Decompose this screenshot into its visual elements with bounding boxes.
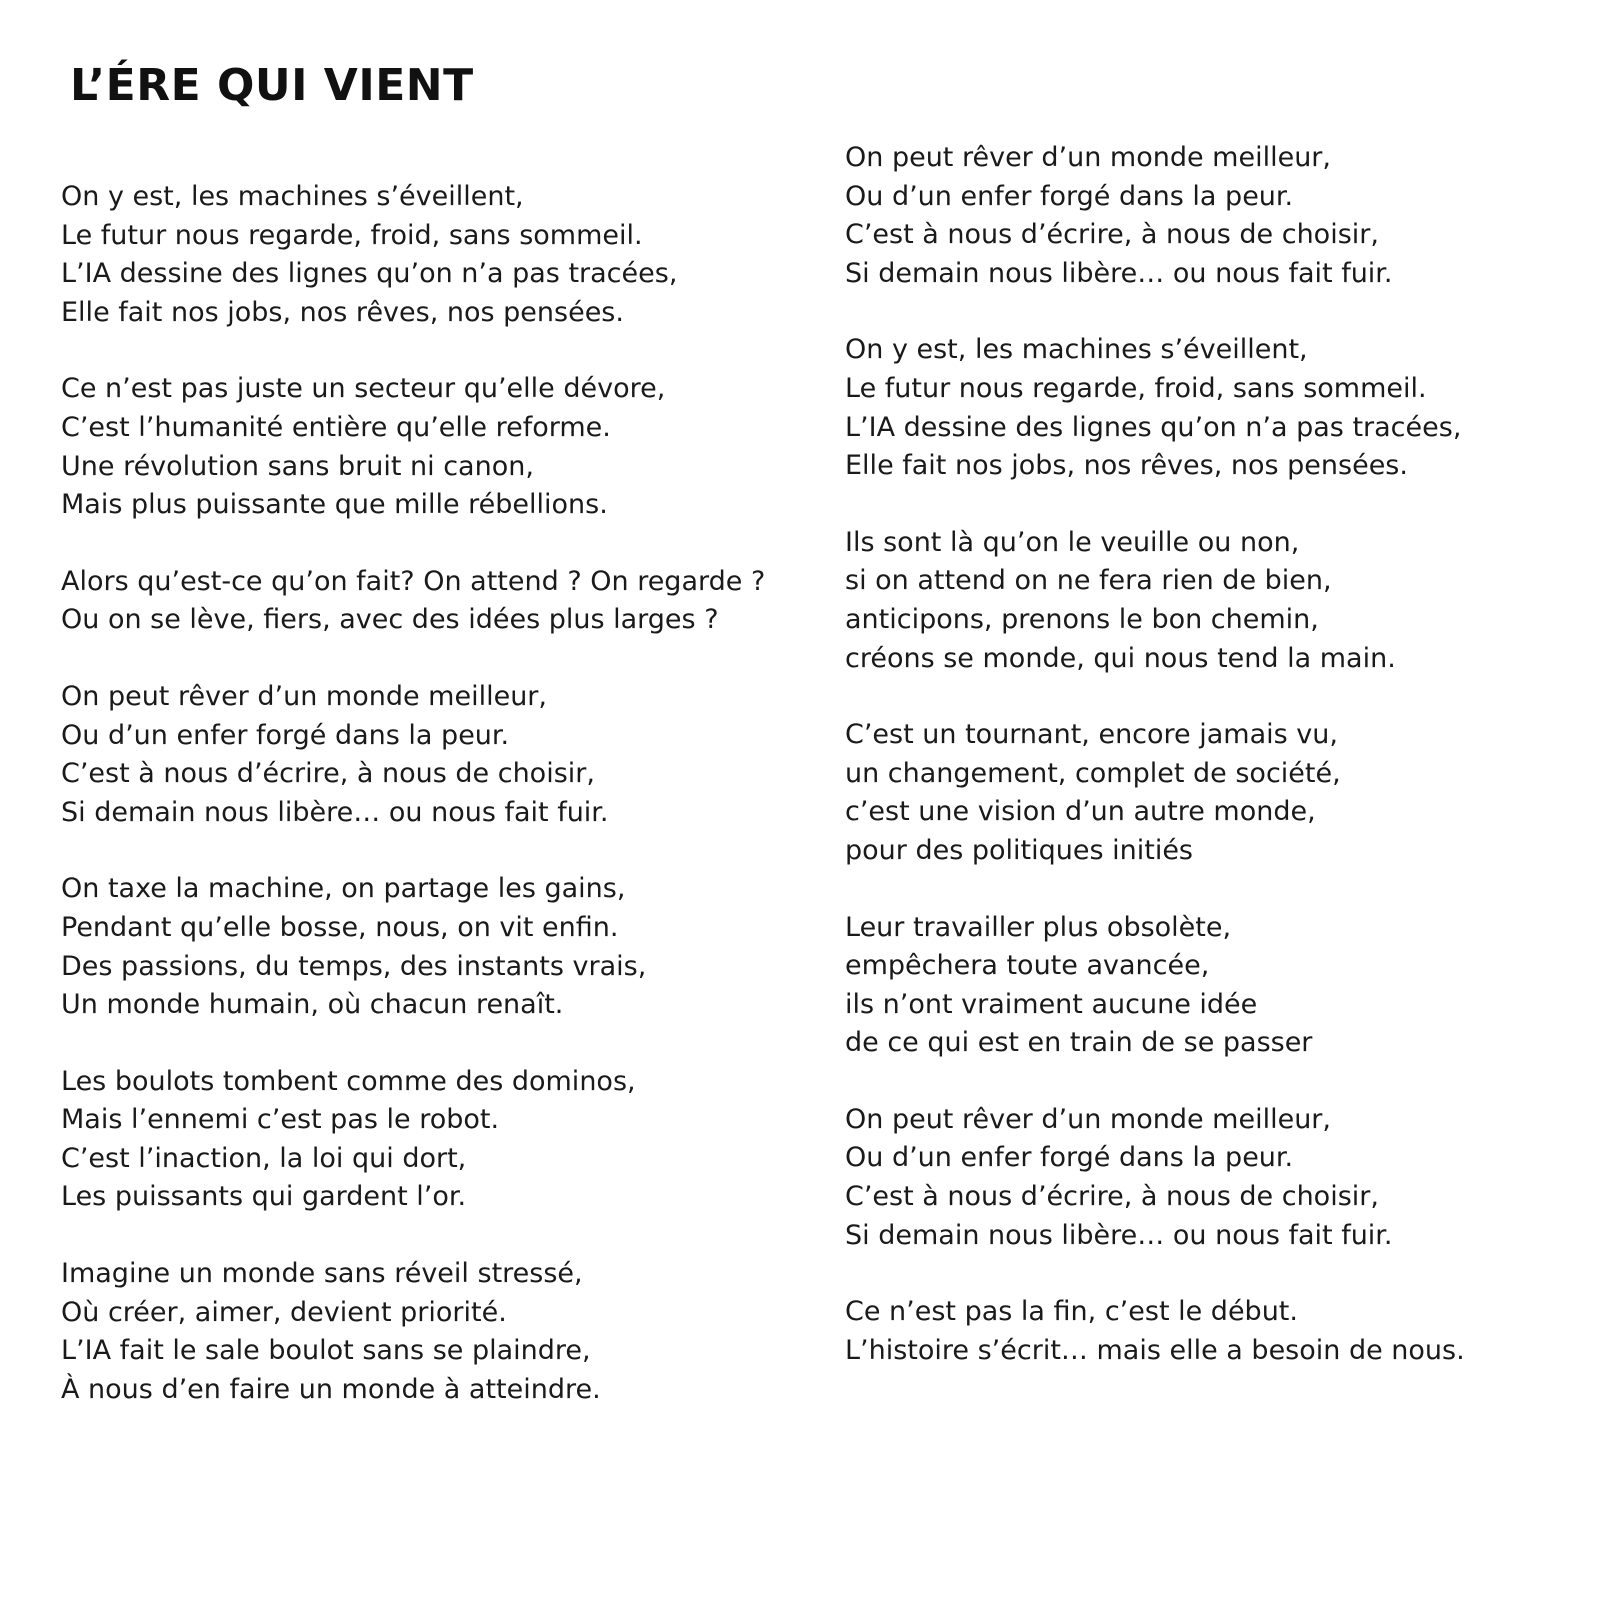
verse-line: ils n’ont vraiment aucune idée [845,988,1258,1020]
stanza [845,909,1600,1063]
poem-title: L’ÉRE QUI VIENT [70,60,474,111]
verse-line: C’est à nous d’écrire, à nous de choisir, [845,219,1379,251]
verse-line: Ou d’un enfer forgé dans la peur. [845,180,1294,212]
verse-line: si on attend on ne fera rien de bien, [845,565,1332,597]
stanza [61,563,821,640]
verse-line: Le futur nous regarde, froid, sans sommeil. [845,372,1427,404]
verse-line: empêchera toute avancée, [845,950,1210,982]
verse-line: Ce n’est pas juste un secteur qu’elle dévore, [61,373,666,405]
verse-line: Pendant qu’elle bosse, nous, on vit enfin. [61,911,619,943]
stanza [61,1063,821,1217]
verse-line: c’est une vision d’un autre monde, [845,796,1316,828]
verse-line: On peut rêver d’un monde meilleur, [61,680,547,712]
stanza [61,370,821,524]
verse-line: Le futur nous regarde, froid, sans sommeil. [61,219,643,251]
verse-line: On peut rêver d’un monde meilleur, [845,142,1331,173]
verse-line: C’est un tournant, encore jamais vu, [845,719,1338,751]
verse-line: On y est, les machines s’éveillent, [61,181,524,212]
verse-line: C’est à nous d’écrire, à nous de choisir, [61,758,595,790]
verse-line: C’est à nous d’écrire, à nous de choisir, [845,1181,1379,1213]
verse-line: L’IA dessine des lignes qu’on n’a pas tracées, [845,411,1462,443]
verse-line: Les boulots tombent comme des dominos, [61,1065,636,1097]
verse-line: Les puissants qui gardent l’or. [61,1181,467,1213]
verse-line: Elle fait nos jobs, nos rêves, nos pensées. [61,296,624,328]
verse-line: de ce qui est en train de se passer [845,1027,1313,1059]
verse-line: Des passions, du temps, des instants vrais, [61,950,647,982]
verse-line: Mais l’ennemi c’est pas le robot. [61,1104,500,1136]
verse-line: On taxe la machine, on partage les gains, [61,873,626,905]
verse-line: anticipons, prenons le bon chemin, [845,603,1319,635]
verse-line: Ce n’est pas la fin, c’est le début. [845,1296,1298,1328]
verse-line: Si demain nous libère… ou nous fait fuir. [61,796,609,828]
stanza [845,716,1600,870]
verse-line: pour des politiques initiés [845,834,1193,866]
verse-line: Une révolution sans bruit ni canon, [61,450,534,482]
verse-line: créons se monde, qui nous tend la main. [845,642,1396,674]
verse-line: Si demain nous libère… ou nous fait fuir. [845,257,1393,289]
verse-line: Ou d’un enfer forgé dans la peur. [845,1142,1294,1174]
verse-line: Ou d’un enfer forgé dans la peur. [61,719,510,751]
stanza [61,1255,821,1409]
verse-line: C’est l’inaction, la loi qui dort, [61,1142,467,1174]
verse-line: un changement, complet de société, [845,757,1341,789]
verse-line: À nous d’en faire un monde à atteindre. [61,1373,601,1405]
verse-line: Un monde humain, où chacun renaît. [61,989,564,1021]
verse-line: L’IA dessine des lignes qu’on n’a pas tracées, [61,258,678,290]
verse-line: L’IA fait le sale boulot sans se plaindre, [61,1335,591,1367]
verse-line: L’histoire s’écrit… mais elle a besoin de nous. [845,1334,1465,1366]
stanza [61,870,821,1024]
verse-line: Si demain nous libère… ou nous fait fuir. [845,1219,1393,1251]
stanza [845,524,1600,678]
stanza [845,1101,1600,1255]
stanza [845,1293,1600,1370]
verse-line: Où créer, aimer, devient priorité. [61,1296,507,1328]
poem-column-right [845,139,1600,1408]
verse-line: Leur travailler plus obsolète, [845,911,1232,943]
verse-line: Ils sont là qu’on le veuille ou non, [845,526,1300,558]
verse-line: Alors qu’est-ce qu’on fait? On attend ? On regarde ? [61,565,766,597]
stanza [61,678,821,832]
verse-line: On y est, les machines s’éveillent, [845,334,1308,366]
verse-line: Imagine un monde sans réveil stressé, [61,1258,583,1290]
verse-line: Mais plus puissante que mille rébellions. [61,489,608,521]
verse-line: Elle fait nos jobs, nos rêves, nos pensées. [845,450,1408,482]
verse-line: C’est l’humanité entière qu’elle reforme. [61,411,611,443]
verse-line: On peut rêver d’un monde meilleur, [845,1103,1331,1135]
stanza [845,139,1600,293]
stanza [61,178,821,332]
stanza [845,331,1600,485]
verse-line: Ou on se lève, fiers, avec des idées plus larges ? [61,604,719,636]
poem-column-left [61,178,821,1447]
